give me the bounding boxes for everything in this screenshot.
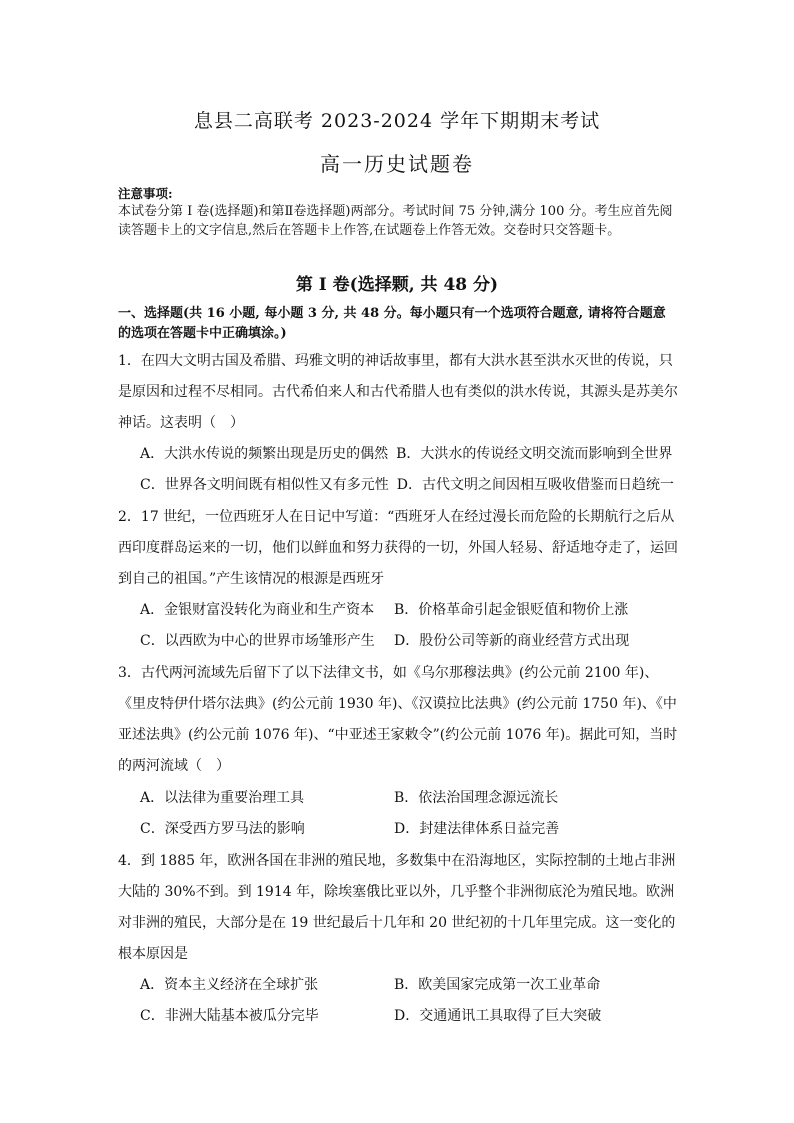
option-b: B．欧美国家完成第一次工业革命 (394, 977, 601, 993)
option-d: D．股份公司等新的商业经营方式出现 (394, 633, 630, 649)
question-4-stem: 4．到 1885 年，欧洲各国在非洲的殖民地，多数集中在沿海地区，实际控制的土地占非洲大陆的 30%不到。到 1914 年，除埃塞俄比亚以外，几乎整个非洲彻底沦为殖民地。欧洲对非洲的殖民，大部分是在 19 世纪最后十几年和 20 世纪初的十几年里完成。这一变化的根本原因是 (118, 853, 676, 962)
option-c: C．以西欧为中心的世界市场雏形产生 (140, 633, 375, 649)
notice-body: 本试卷分第 I 卷(选择题)和第Ⅱ卷选择题)两部分。考试时间 75 分钟,满分 100 分。考生应首先阅读答题卡上的文字信息,然后在答题卡上作答,在试题卷上作答无效。交卷时只交答题卡。 (118, 204, 673, 238)
exam-title: 息县二高联考 2023-2024 学年下期期末考试 (193, 110, 601, 132)
question-2-stem: 2．17 世纪，一位西班牙人在日记中写道：“西班牙人在经过漫长而危险的长期航行之后从西印度群岛运来的一切，他们以鲜血和努力获得的一切，外国人轻易、舒适地夺走了，运回到自己的祖国。”产生该情况的根源是西班牙 (118, 509, 678, 587)
option-d: D．交通通讯工具取得了巨大突破 (394, 1008, 602, 1024)
options-row (140, 814, 680, 845)
options-row (140, 470, 680, 501)
options-row (140, 1001, 680, 1032)
options-row (140, 970, 680, 1001)
option-a: A．资本主义经济在全球扩张 (140, 977, 319, 993)
notice-heading: 注意事项: (118, 186, 173, 201)
options-row (140, 595, 680, 626)
option-c: C．非洲大陆基本被瓜分完毕 (140, 1008, 319, 1024)
question-3-stem: 3．古代两河流域先后留下了以下法律文书，如《乌尔那穆法典》(约公元前 2100 年)、《里皮特伊什塔尔法典》(约公元前 1930 年)、《汉谟拉比法典》(约公元前 1750 年)、《中亚述法典》(约公元前 1076 年)、“中亚述王家敕令”(约公元前 1076 年)。据此可知，当时的两河流域（ ） (118, 665, 678, 774)
option-c: C．深受西方罗马法的影响 (140, 821, 305, 837)
option-a: A．大洪水传说的频繁出现是历史的偶然 (140, 446, 389, 462)
option-d: D．古代文明之间因相互吸收借鉴而日趋统一 (396, 477, 674, 493)
option-b: B．依法治国理念源远流长 (394, 790, 559, 806)
option-a: A．金银财富没转化为商业和生产资本 (140, 602, 375, 618)
question-1-stem: 1．在四大文明古国及希腊、玛雅文明的神话故事里，都有大洪水甚至洪水灭世的传说，只是原因和过程不尽相同。古代希伯来人和古代希腊人也有类似的洪水传说，其源头是苏美尔神话。这表明（ ） (118, 353, 678, 431)
question-1-options (140, 439, 680, 501)
section-title: 第 I 卷(选择颗, 共 48 分) (295, 275, 499, 295)
options-row (140, 439, 680, 470)
option-b: B．价格革命引起金银贬值和物价上涨 (394, 602, 629, 618)
question-3-options (140, 783, 680, 845)
option-b: B．大洪水的传说经文明交流而影响到全世界 (396, 446, 673, 462)
question-2-options (140, 595, 680, 657)
option-c: C．世界各文明间既有相似性又有多元性 (140, 477, 389, 493)
question-4-options (140, 970, 680, 1032)
options-row (140, 783, 680, 814)
exam-subtitle: 高一历史试题卷 (320, 152, 474, 176)
section-instructions: 一、选择题(共 16 小题, 每小题 3 分, 共 48 分。每小题只有一个选项符合题意, 请将符合题意的选项在答题卡中正确填涂。) (118, 306, 666, 341)
option-a: A．以法律为重要治理工具 (140, 790, 305, 806)
options-row (140, 626, 680, 657)
option-d: D．封建法律体系日益完善 (394, 821, 560, 837)
